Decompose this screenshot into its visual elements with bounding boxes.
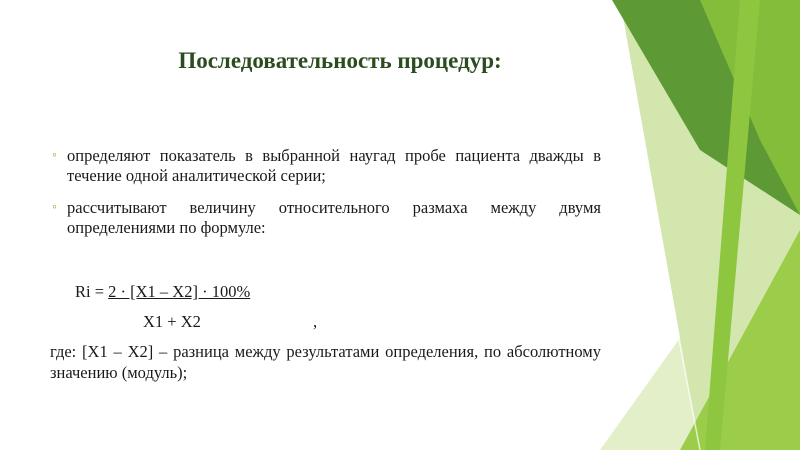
formula-note: где: [X1 – X2] – разница между результатами определения, по абсолютному значению (модуль);	[50, 342, 601, 382]
list-item	[50, 198, 601, 238]
list-item	[50, 146, 601, 186]
formula-lhs: Ri =	[75, 282, 109, 301]
formula-numerator: 2 · [X1 – X2] · 100%	[108, 282, 251, 301]
slide-title: Последовательность процедур:	[178, 48, 502, 73]
bullet-icon: ◦	[52, 200, 57, 215]
bullet-icon: ◦	[52, 148, 57, 163]
formula-numerator-line	[75, 282, 250, 302]
formula-denominator: X1 + X2	[143, 312, 201, 331]
bullet-list	[50, 146, 601, 250]
bullet-text: определяют показатель в выбранной наугад пробе пациента дважды в течение одной аналитической серии;	[67, 146, 601, 185]
formula-trailing-comma: ,	[313, 312, 318, 331]
bullet-text: рассчитывают величину относительного размаха между двумя определениями по формуле:	[67, 198, 601, 237]
